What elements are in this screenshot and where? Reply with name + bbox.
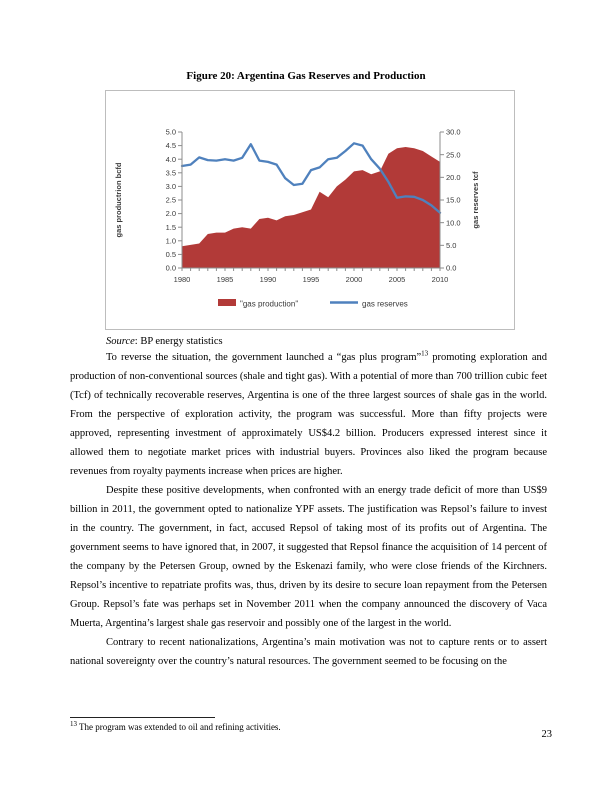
svg-text:1.5: 1.5 [165, 222, 176, 232]
body-text [70, 348, 547, 671]
footnote-13 [70, 722, 547, 732]
chart-canvas [106, 91, 514, 329]
page-number: 23 [541, 729, 552, 740]
svg-text:"gas production": "gas production" [240, 299, 299, 309]
svg-text:15.0: 15.0 [446, 195, 461, 205]
svg-text:30.0: 30.0 [446, 127, 461, 137]
svg-text:2005: 2005 [388, 275, 406, 284]
footnote-text: The program was extended to oil and refining activities. [79, 722, 281, 732]
svg-text:25.0: 25.0 [446, 150, 461, 160]
svg-text:1985: 1985 [216, 275, 234, 284]
paragraph-1 [70, 348, 547, 481]
footnote-separator [70, 717, 215, 718]
source-label: Source [106, 336, 135, 347]
svg-text:4.0: 4.0 [165, 154, 176, 164]
svg-text:2010: 2010 [431, 275, 449, 284]
svg-text:5.0: 5.0 [446, 240, 457, 250]
svg-text:0.0: 0.0 [165, 263, 176, 273]
footnote-number: 13 [70, 720, 77, 728]
paragraph-2: Despite these positive developments, when confronted with an energy trade deficit of more than US$9 billion in 2011, the government opted to nationalize YPF assets. The justification was Repsol’s failure to invest in the country. The government, in fact, accused Repsol of taking most of its profits out of Argentina. The government seems to have ignored that, in 2007, it suggested that Repsol finance the acquisition of 14 percent of the company by the Petersen Group, owned by the Eskenazi family, who were close friends of the Kirchners. Repsol’s incentive to repatriate profits was, thus, driven by its desire to secure loan repayment from the Petersen Group. Repsol’s fate was perhaps set in November 2011 when the company announced the discovery of Vaca Muerta, Argentina’s largest shale gas reservoir and possibly one of the largest in the world. [70, 485, 547, 629]
svg-text:2000: 2000 [345, 275, 363, 284]
figure-title: Figure 20: Argentina Gas Reserves and Production [186, 70, 426, 82]
svg-text:0.5: 0.5 [165, 250, 176, 259]
footnote-marker-13: 13 [421, 349, 429, 358]
svg-text:0.0: 0.0 [446, 263, 457, 273]
svg-text:20.0: 20.0 [446, 172, 461, 182]
svg-text:gas productrion bcfd: gas productrion bcfd [114, 162, 123, 238]
paragraph-3: Contrary to recent nationalizations, Argentina’s main motivation was not to capture rents or to assert national sovereignty over the country’s natural resources. The government seemed to be focusing on the [70, 637, 547, 667]
svg-text:1.0: 1.0 [165, 236, 176, 246]
source-text: : BP energy statistics [134, 336, 223, 347]
svg-text:1980: 1980 [173, 275, 191, 284]
svg-text:2.0: 2.0 [165, 209, 176, 219]
svg-text:3.0: 3.0 [165, 182, 176, 191]
svg-text:2.5: 2.5 [165, 195, 176, 205]
svg-text:10.0: 10.0 [446, 218, 461, 228]
svg-text:1990: 1990 [259, 275, 277, 284]
paragraph-1-text: To reverse the situation, the government launched a “gas plus program” [106, 352, 422, 363]
svg-text:4.5: 4.5 [165, 141, 176, 151]
svg-text:gas reserves: gas reserves [362, 299, 408, 309]
svg-text:1995: 1995 [302, 275, 320, 284]
svg-text:3.5: 3.5 [165, 168, 176, 178]
figure-source [106, 336, 223, 347]
figure-chart [105, 90, 515, 330]
paragraph-1-continued: promoting exploration and production of non-conventional sources (shale and tight gas). With a potential of more than 700 trillion cubic feet (Tcf) of technically recoverable reserves, Argentina is one of the three largest sources of shale gas in the world. From the perspective of exploration activity, the program was successful. More than fifty projects were approved, representing investment of approximately US$4.2 billion. Producers expressed interest since it allowed them to negotiate market prices with industrial buyers. Provinces also liked the program because revenues from royalty payments increase when prices are higher. [70, 352, 547, 477]
svg-text:gas reserves tcf: gas reserves tcf [471, 171, 480, 229]
svg-text:5.0: 5.0 [165, 127, 176, 137]
